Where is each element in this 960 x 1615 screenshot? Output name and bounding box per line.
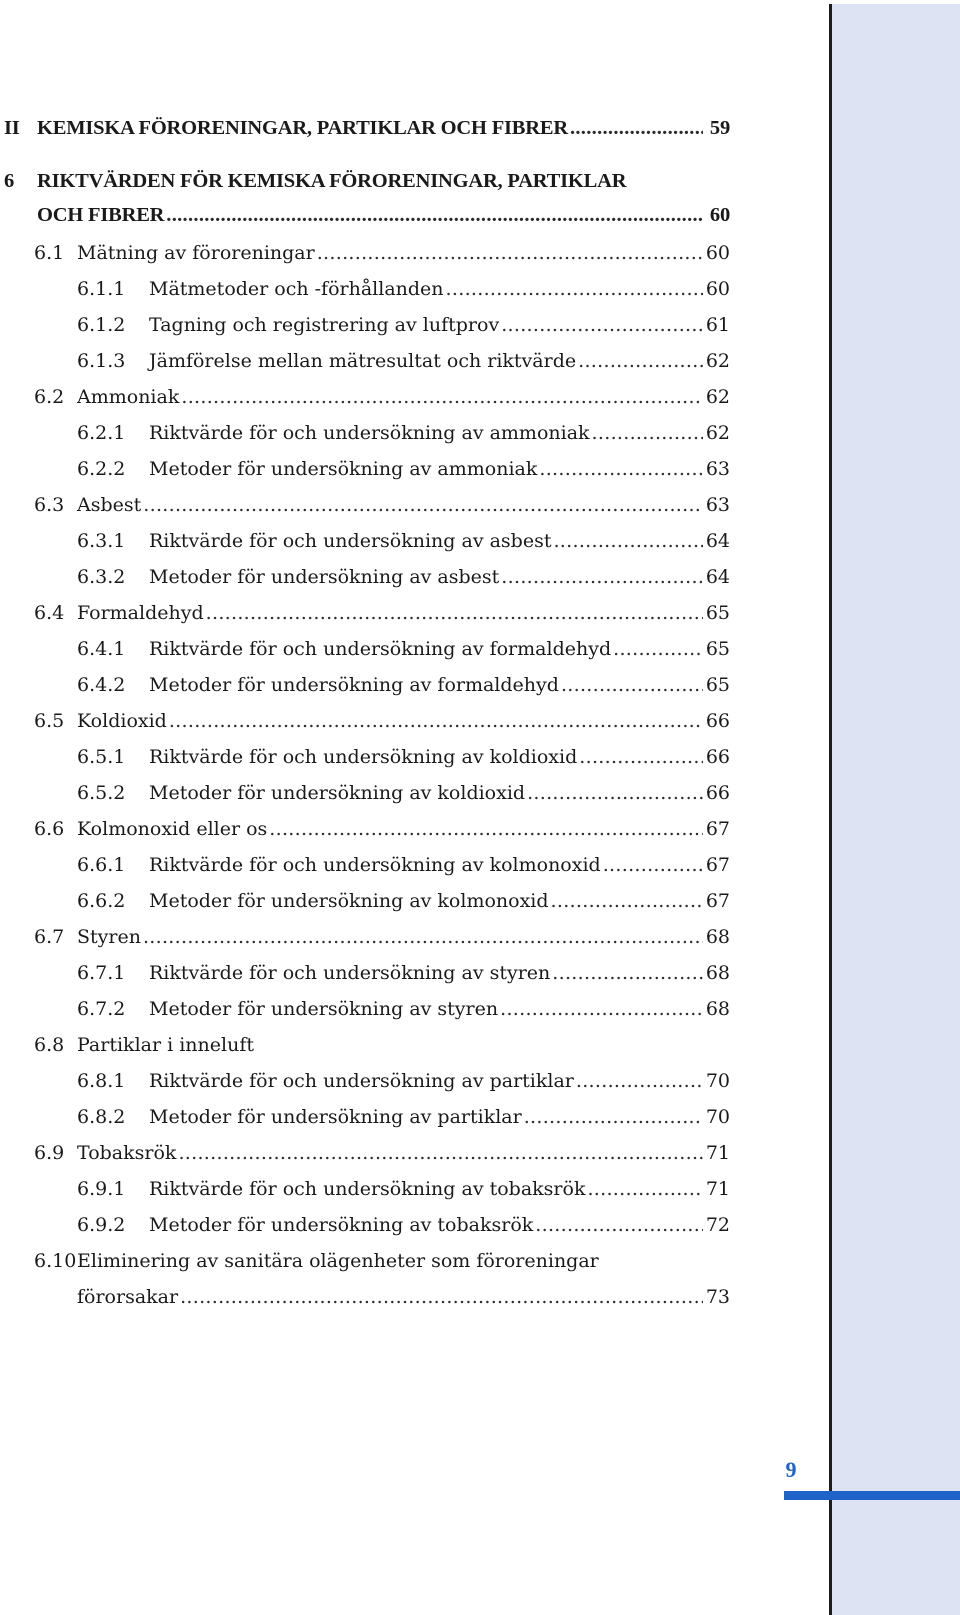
toc-dot-leader [524,1106,703,1128]
toc-dot-leader [143,494,703,516]
toc-entry-title: Metoder för undersökning av asbest [149,566,500,588]
toc-entry-title: Riktvärde för och undersökning av partiklar [149,1070,574,1092]
toc-entry-number: 6.2 [34,386,65,408]
toc-entry-section[interactable] [34,818,730,852]
toc-entry-title: Kolmonoxid eller os [77,818,268,840]
toc-entry-number: 6.7.2 [77,998,126,1020]
toc-entry-title: Metoder för undersökning av tobaksrök [149,1214,534,1236]
toc-entry-subsection[interactable] [77,638,730,672]
toc-entry-page: 62 [705,350,730,372]
toc-entry-page: 67 [705,818,730,840]
toc-dot-leader [181,386,703,408]
toc-entry-title: Asbest [77,494,142,516]
toc-entry-number: 6.4.2 [77,674,126,696]
toc-entry-number: 6.8.1 [77,1070,126,1092]
toc-entry-title: Riktvärde för och undersökning av koldioxid [149,746,578,768]
toc-entry-subsection[interactable] [77,1070,730,1104]
toc-entry-number: 6 [4,170,15,192]
toc-dot-leader [500,998,703,1020]
toc-entry-subsection[interactable] [77,314,730,348]
toc-entry-title: förorsakar [77,1286,179,1308]
toc-entry-number: 6.8 [34,1034,65,1056]
toc-dot-leader [527,782,703,804]
page-number-bar [784,1491,960,1500]
toc-entry-page: 59 [709,117,730,139]
toc-dot-leader [501,314,703,336]
toc-dot-leader [269,818,703,840]
toc-dot-leader [169,710,703,732]
toc-entry-number: 6.9.2 [77,1214,126,1236]
toc-entry-section[interactable] [34,1142,730,1176]
toc-entry-chapter[interactable] [4,170,730,204]
toc-dot-leader [166,204,703,227]
toc-entry-subsection[interactable] [77,962,730,996]
toc-entry-subsection[interactable] [77,854,730,888]
toc-entry-page: 66 [705,782,730,804]
toc-entry-number: 6.3.2 [77,566,126,588]
toc-entry-title: Metoder för undersökning av koldioxid [149,782,526,804]
toc-entry-title: Riktvärde för och undersökning av ammoniak [149,422,590,444]
toc-dot-leader [180,1286,703,1308]
toc-entry-title: Ammoniak [77,386,180,408]
toc-entry-page: 72 [705,1214,730,1236]
toc-entry-page: 62 [705,422,730,444]
toc-entry-page: 61 [705,314,730,336]
toc-entry-number: 6.2.2 [77,458,126,480]
toc-dot-leader [539,458,703,480]
toc-entry-section[interactable] [34,710,730,744]
toc-entry-subsection[interactable] [77,674,730,708]
toc-entry-page: 71 [705,1142,730,1164]
toc-entry-subsection[interactable] [77,530,730,564]
toc-entry-subsection[interactable] [77,350,730,384]
toc-entry-title: Riktvärde för och undersökning av formaldehyd [149,638,612,660]
toc-entry-page: 64 [705,530,730,552]
toc-entry-title: Jämförelse mellan mätresultat och riktvärde [149,350,577,372]
toc-entry-number: 6.6 [34,818,65,840]
toc-dot-leader [578,350,703,372]
toc-dot-leader [570,117,703,140]
toc-entry-title: Mätmetoder och -förhållanden [149,278,444,300]
toc-entry-number: 6.7 [34,926,65,948]
toc-entry-title: Styren [77,926,141,948]
toc-entry-page: 63 [705,494,730,516]
toc-entry-subsection[interactable] [77,1178,730,1212]
toc-entry-number: 6.9 [34,1142,65,1164]
toc-entry-title: Partiklar i inneluft [77,1034,254,1056]
toc-dot-leader [553,530,703,552]
toc-entry-number: 6.8.2 [77,1106,126,1128]
toc-entry-number: 6.5.2 [77,782,126,804]
toc-dot-leader [603,854,703,876]
toc-entry-page: 60 [709,204,730,226]
toc-entry-page: 66 [705,710,730,732]
toc-entry-title: Metoder för undersökning av partiklar [149,1106,522,1128]
toc-entry-subsection[interactable] [77,278,730,312]
toc-entry-number: 6.6.2 [77,890,126,912]
toc-dot-leader [535,1214,703,1236]
toc-entry-page: 67 [705,854,730,876]
toc-dot-leader [579,746,703,768]
toc-entry-title: Riktvärde för och undersökning av styren [149,962,551,984]
toc-entry-subsection[interactable] [77,782,730,816]
toc-entry-page: 68 [705,962,730,984]
toc-entry-page: 67 [705,890,730,912]
toc-entry-page: 68 [705,926,730,948]
toc-entry-section-continuation[interactable] [77,1286,730,1320]
toc-entry-page: 60 [705,242,730,264]
toc-entry-page: 62 [705,386,730,408]
toc-entry-page: 71 [705,1178,730,1200]
toc-entry-part[interactable] [4,117,730,151]
toc-entry-page: 68 [705,998,730,1020]
toc-entry-section[interactable] [34,242,730,276]
toc-entry-subsection[interactable] [77,422,730,456]
toc-entry-page: 66 [705,746,730,768]
side-margin-panel [829,4,960,1615]
toc-entry-page: 60 [705,278,730,300]
toc-entry-title: RIKTVÄRDEN FÖR KEMISKA FÖRORENINGAR, PARTIKLAR [37,170,627,192]
toc-entry-page: 65 [705,674,730,696]
toc-entry-subsection[interactable] [77,890,730,924]
toc-entry-section[interactable] [34,602,730,636]
toc-dot-leader [592,422,703,444]
toc-entry-title: Metoder för undersökning av kolmonoxid [149,890,549,912]
toc-entry-title: Metoder för undersökning av formaldehyd [149,674,559,696]
toc-entry-number: 6.1 [34,242,65,264]
toc-entry-number: 6.1.2 [77,314,126,336]
toc-entry-subsection[interactable] [77,458,730,492]
toc-entry-section[interactable] [34,494,730,528]
toc-entry-number: II [4,117,20,139]
toc-entry-section[interactable] [34,386,730,420]
toc-entry-title: Riktvärde för och undersökning av asbest [149,530,552,552]
page-number: 9 [785,1457,797,1482]
toc-dot-leader [576,1070,703,1092]
toc-dot-leader [501,566,703,588]
toc-dot-leader [143,926,703,948]
toc-entry-number: 6.1.3 [77,350,126,372]
toc-entry-page: 73 [705,1286,730,1308]
toc-entry-subsection[interactable] [77,1214,730,1248]
toc-entry-page: 65 [705,638,730,660]
toc-entry-number: 6.10 [34,1250,77,1272]
toc-entry-page: 70 [705,1070,730,1092]
toc-dot-leader [446,278,703,300]
toc-entry-title: Formaldehyd [77,602,204,624]
toc-entry-number: 6.4.1 [77,638,126,660]
toc-entry-subsection[interactable] [77,998,730,1032]
toc-entry-title: KEMISKA FÖRORENINGAR, PARTIKLAR OCH FIBRER [37,117,568,139]
toc-entry-page: 70 [705,1106,730,1128]
toc-entry-chapter-continuation[interactable] [37,204,730,238]
toc-entry-number: 6.7.1 [77,962,126,984]
toc-entry-subsection[interactable] [77,1106,730,1140]
toc-entry-number: 6.6.1 [77,854,126,876]
toc-entry-section[interactable] [34,1034,730,1068]
toc-dot-leader [552,962,703,984]
toc-entry-section[interactable] [34,926,730,960]
toc-entry-number: 6.4 [34,602,65,624]
toc-entry-number: 6.2.1 [77,422,126,444]
toc-dot-leader [551,890,703,912]
toc-entry-page: 65 [705,602,730,624]
toc-entry-number: 6.3 [34,494,65,516]
toc-entry-number: 6.3.1 [77,530,126,552]
toc-entry-title: Eliminering av sanitära olägenheter som föroreningar [77,1250,599,1272]
toc-entry-number: 6.1.1 [77,278,126,300]
toc-entry-title: Metoder för undersökning av ammoniak [149,458,538,480]
toc-entry-title: Riktvärde för och undersökning av tobaksrök [149,1178,586,1200]
toc-dot-leader [206,602,703,624]
toc-entry-title: Metoder för undersökning av styren [149,998,499,1020]
toc-entry-subsection[interactable] [77,746,730,780]
toc-entry-number: 6.5 [34,710,65,732]
toc-entry-number: 6.5.1 [77,746,126,768]
toc-entry-title: OCH FIBRER [37,204,165,226]
toc-dot-leader [317,242,703,264]
toc-entry-number: 6.9.1 [77,1178,126,1200]
toc-dot-leader [587,1178,703,1200]
toc-entry-subsection[interactable] [77,566,730,600]
toc-entry-title: Koldioxid [77,710,167,732]
toc-entry-title: Tagning och registrering av luftprov [149,314,500,336]
toc-entry-section[interactable] [34,1250,730,1284]
toc-dot-leader [561,674,703,696]
toc-entry-page: 63 [705,458,730,480]
toc-dot-leader [178,1142,703,1164]
toc-entry-title: Tobaksrök [77,1142,177,1164]
toc-entry-title: Mätning av föroreningar [77,242,315,264]
toc-entry-page: 64 [705,566,730,588]
toc-entry-title: Riktvärde för och undersökning av kolmonoxid [149,854,601,876]
toc-dot-leader [613,638,703,660]
